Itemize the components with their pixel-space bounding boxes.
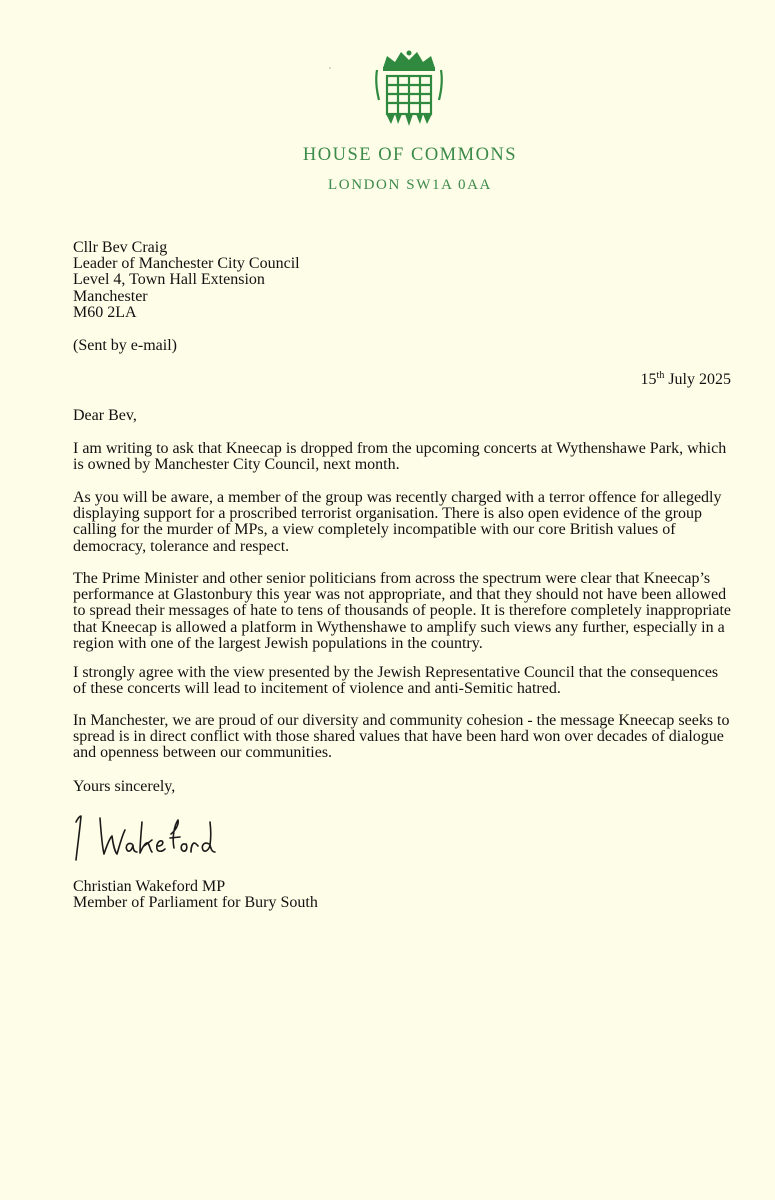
portcullis-icon [373,48,445,128]
sender-title: Member of Parliament for Bury South [73,894,318,911]
body-paragraph: The Prime Minister and other senior politicians from across the spectrum were clear that Kneecap’s performance at Glastonbury this year was not appropriate, and that they should not have been allowed to spread their messages of hate to tens of thousands of people. It is therefore completely inappropriate that Kneecap is allowed a platform in Wythenshawe to amplify such views any further, especially in a region with one of the largest Jewish populations in the country. [73,570,732,652]
salutation: Dear Bev, [73,407,137,424]
date-rest: July 2025 [664,371,731,388]
letter-date [641,371,731,389]
recipient-line: Cllr Bev Craig [73,239,168,256]
closing: Yours sincerely, [73,778,176,795]
institution-address: LONDON SW1A 0AA [328,177,492,193]
recipient-line: M60 2LA [73,303,137,321]
recipient-line: Manchester [73,287,148,305]
body-paragraph: In Manchester, we are proud of our diversity and community cohesion - the message Kneecap seeks to spread is in direct conflict with those shared values that have been hard won over decades of dialogue and openness between our communities. [73,712,730,762]
body-paragraph: As you will be aware, a member of the group was recently charged with a terror offence for allegedly displaying support for a proscribed terrorist organisation. There is also open evidence of the group calling for the murder of MPs, a view completely incompatible with our core British values of democracy, tolerance and respect. [73,489,722,555]
sender-name: Christian Wakeford MP [73,878,226,895]
institution-name: HOUSE OF COMMONS [302,145,518,165]
recipient-address [73,240,733,321]
date-suffix: th [656,370,665,381]
date-day: 15 [640,371,657,388]
body-paragraph: I strongly agree with the view presented by the Jewish Representative Council that the consequences of these concerts will lead to incitement of violence and anti-Semitic hatred. [73,664,719,698]
speck [329,67,331,69]
signature [70,808,230,868]
delivery-note: (Sent by e-mail) [73,337,177,354]
recipient-line: Leader of Manchester City Council [73,255,300,273]
recipient-line: Level 4, Town Hall Extension [73,271,265,289]
body-paragraph: I am writing to ask that Kneecap is dropped from the upcoming concerts at Wythenshawe Park, which is owned by Manchester City Council, next month. [73,440,727,474]
